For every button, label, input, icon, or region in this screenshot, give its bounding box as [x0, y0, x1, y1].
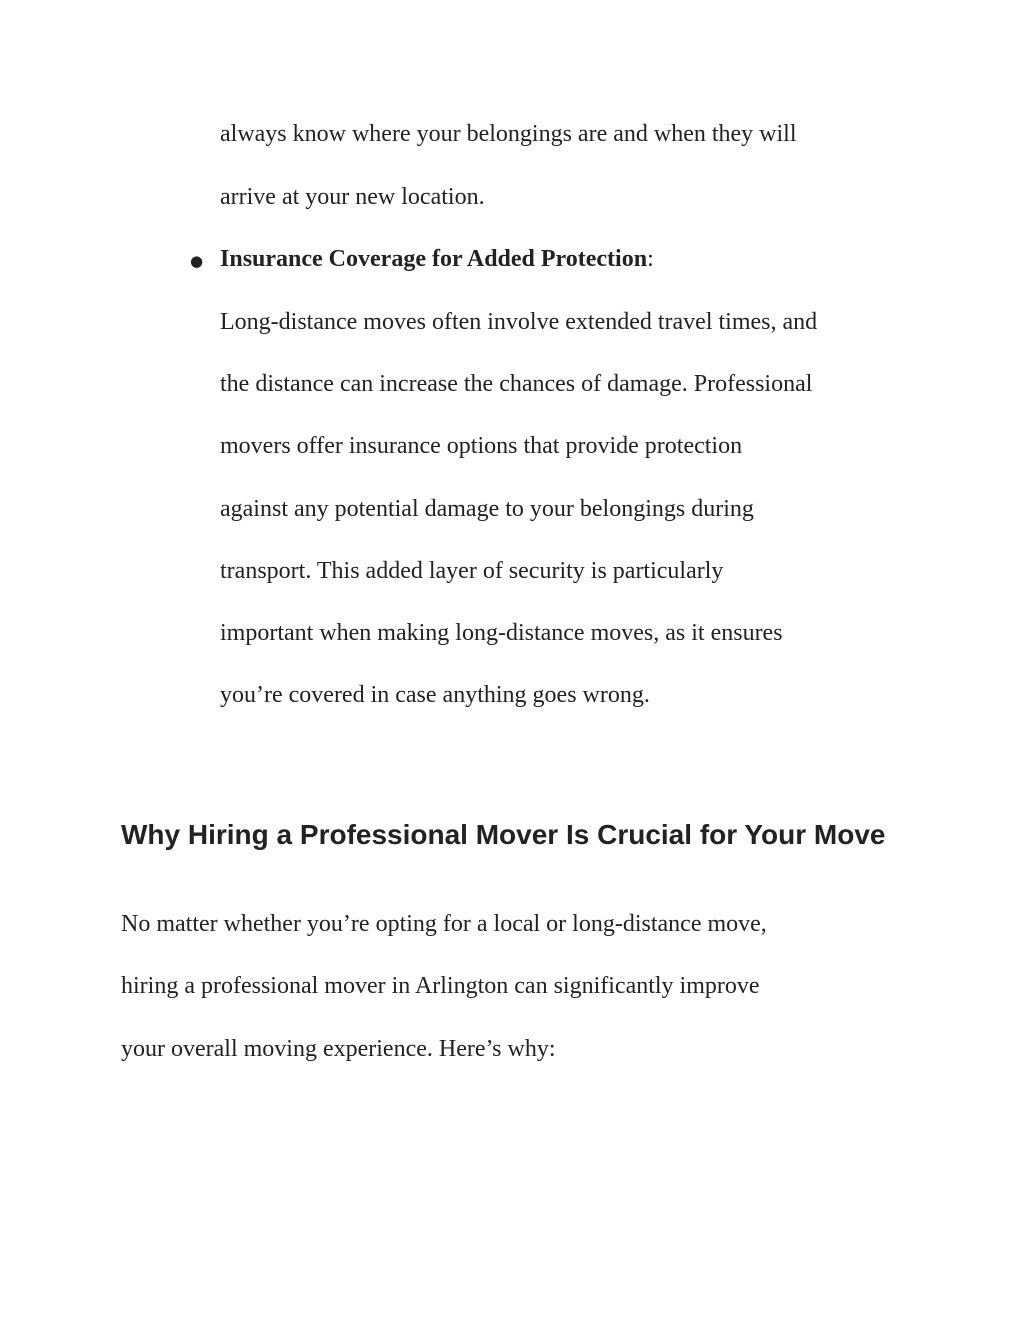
- bullet-body-line: movers offer insurance options that provide protection: [220, 433, 743, 459]
- section-paragraph-line: your overall moving experience. Here’s why:: [121, 1036, 556, 1062]
- bullet-title-suffix: :: [647, 246, 654, 272]
- bullet-body-line: you’re covered in case anything goes wrong.: [220, 682, 650, 708]
- bullet-body-line: Long-distance moves often involve extended travel times, and: [220, 309, 818, 335]
- section-paragraph-line: hiring a professional mover in Arlington can significantly improve: [121, 973, 760, 999]
- bullet-item-title: [220, 244, 654, 274]
- bullet-title-text: Insurance Coverage for Added Protection: [220, 246, 648, 272]
- bullet-body-line: transport. This added layer of security is particularly: [220, 558, 724, 584]
- bullet-body-line: important when making long-distance moves, as it ensures: [220, 620, 783, 646]
- bullet-body-line: against any potential damage to your belongings during: [220, 496, 754, 522]
- bullet-marker: ●: [190, 252, 204, 270]
- bullet-body-line: the distance can increase the chances of damage. Professional: [220, 371, 813, 397]
- section-paragraph-line: No matter whether you’re opting for a local or long-distance move,: [121, 911, 767, 937]
- intro-text-line: arrive at your new location.: [220, 184, 485, 210]
- intro-text-line: always know where your belongings are and when they will: [220, 121, 797, 147]
- section-heading: Why Hiring a Professional Mover Is Crucial for Your Move: [121, 819, 886, 850]
